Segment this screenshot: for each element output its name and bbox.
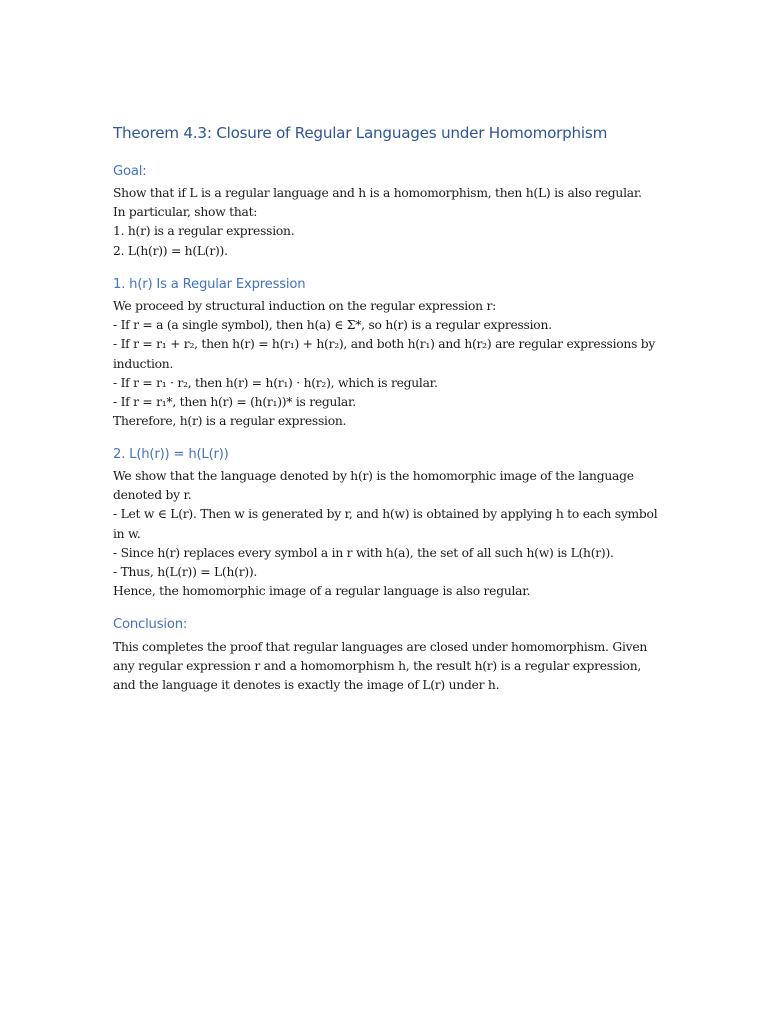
conclusion-body xyxy=(113,638,658,696)
section-2-line-3: - Since h(r) replaces every symbol a in r with h(a), the set of all such h(w) is L(h(r)). xyxy=(113,545,614,560)
goal-line-2: In particular, show that: xyxy=(113,205,258,220)
document-title: Theorem 4.3: Closure of Regular Languages under Homomorphism xyxy=(113,124,608,142)
section-1-line-3: - If r = r₁ + r₂, then h(r) = h(r₁) + h(r₂), and both h(r₁) and h(r₂) are regular expressions by induction. xyxy=(113,337,656,371)
section-1-line-1: We proceed by structural induction on the regular expression r: xyxy=(113,299,496,313)
section-1-line-6: Therefore, h(r) is a regular expression. xyxy=(113,414,347,429)
section-2-line-1: We show that the language denoted by h(r) is the homomorphic image of the language denoted by r. xyxy=(113,469,634,503)
goal-line-1: Show that if L is a regular language and h is a homomorphism, then h(L) is also regular. xyxy=(113,186,642,200)
section-1-line-2: - If r = a (a single symbol), then h(a) ∈ Σ*, so h(r) is a regular expression. xyxy=(113,318,552,333)
goal-body xyxy=(113,184,658,261)
goal-line-4: 2. L(h(r)) = h(L(r)). xyxy=(113,243,228,258)
section-2-heading: 2. L(h(r)) = h(L(r)) xyxy=(113,447,229,462)
conclusion-heading: Conclusion: xyxy=(113,617,188,632)
section-2-body xyxy=(113,467,658,601)
section-1-heading: 1. h(r) Is a Regular Expression xyxy=(113,277,306,292)
section-1-line-5: - If r = r₁*, then h(r) = (h(r₁))* is regular. xyxy=(113,395,356,410)
goal-line-3: 1. h(r) is a regular expression. xyxy=(113,224,295,239)
section-1-body xyxy=(113,297,658,431)
section-1-line-4: - If r = r₁ · r₂, then h(r) = h(r₁) · h(r₂), which is regular. xyxy=(113,375,438,390)
goal-heading: Goal: xyxy=(113,164,147,179)
conclusion-paragraph: This completes the proof that regular languages are closed under homomorphism. Given any regular expression r and a homomorphism h, the result h(r) is a regular expression, and the language it denotes is exactly the image of L(r) under h. xyxy=(113,640,648,693)
section-2-line-4: - Thus, h(L(r)) = L(h(r)). xyxy=(113,565,258,580)
section-2-line-5: Hence, the homomorphic image of a regular language is also regular. xyxy=(113,584,531,599)
section-2-line-2: - Let w ∈ L(r). Then w is generated by r, and h(w) is obtained by applying h to each symbol in w. xyxy=(113,507,658,541)
